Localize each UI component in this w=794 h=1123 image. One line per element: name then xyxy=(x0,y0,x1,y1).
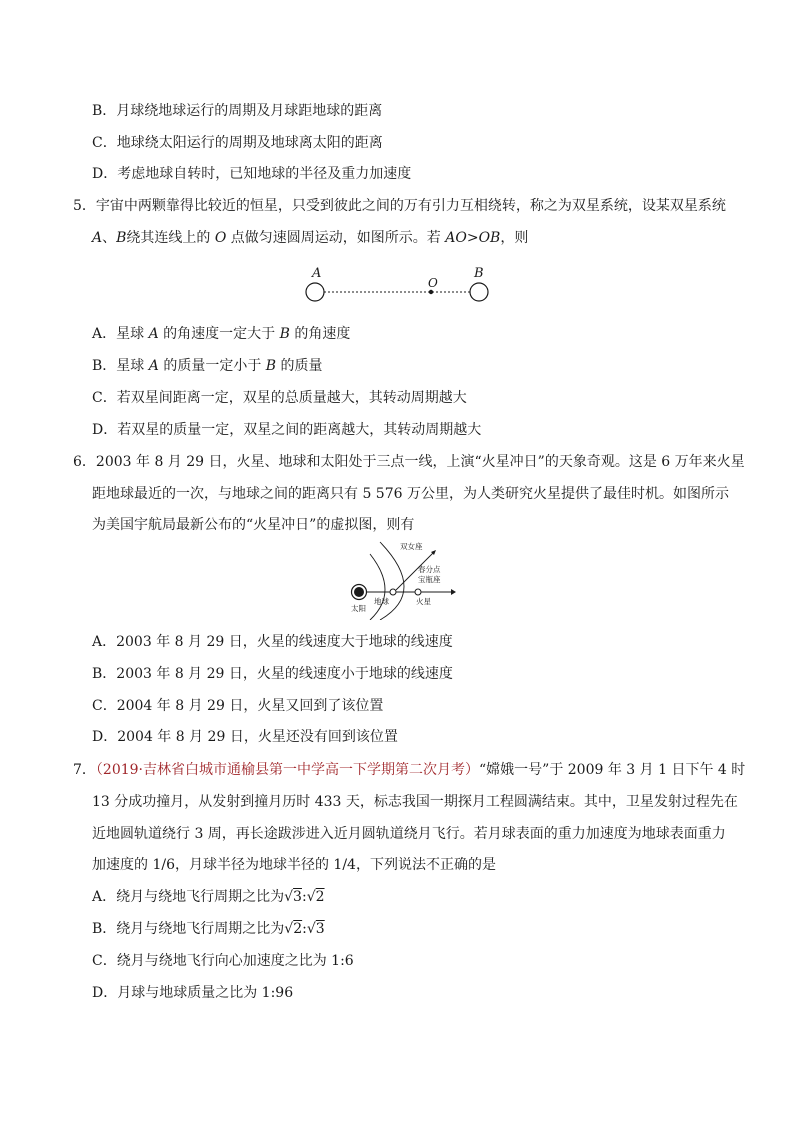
q5-figure-label-b: B xyxy=(474,266,484,281)
sun-core xyxy=(354,587,364,597)
q5-option-a: A．星球 A 的角速度一定大于 B 的角速度 xyxy=(92,326,351,342)
q5-option-c: C．若双星间距离一定，双星的总质量越大，其转动周期越大 xyxy=(92,390,467,406)
q7-option-c: C．绕月与绕地飞行向心加速度之比为 1:6 xyxy=(92,953,354,969)
q6-number: 6． xyxy=(73,454,96,470)
label-baoping: 宝瓶座 xyxy=(418,575,441,584)
q7-number: 7． xyxy=(73,762,96,778)
q7-option-a: A．绕月与绕地飞行周期之比为√3:√2 xyxy=(92,889,325,905)
label-sun: 太阳 xyxy=(351,604,366,613)
label-mars: 火星 xyxy=(416,597,431,606)
q5-option-b: B．星球 A 的质量一定小于 B 的质量 xyxy=(92,358,323,374)
q5-figure-label-a: A xyxy=(312,266,322,281)
q5-figure-label-o: O xyxy=(428,276,438,290)
q5-stem-line2: A、B绕其连线上的 O 点做匀速圆周运动，如图所示。若 AO>OB，则 xyxy=(92,230,529,246)
q7-stem-line2: 13 分成功撞月，从发射到撞月历时 433 天，标志我国一期探月工程圆满结束。其中，卫星发射过程先在 xyxy=(92,794,738,810)
q6-option-b: B．2003 年 8 月 29 日，火星的线速度小于地球的线速度 xyxy=(92,666,453,682)
earth-orbit-arc xyxy=(370,554,385,620)
q7-option-b: B．绕月与绕地飞行周期之比为√2:√3 xyxy=(92,921,325,937)
q7-option-d: D．月球与地球质量之比为 1:96 xyxy=(92,985,294,1001)
label-shuangnv: 双女座 xyxy=(400,542,423,551)
sqrt-symbol: √ xyxy=(284,921,294,937)
label-earth: 地球 xyxy=(374,597,389,606)
q6-option-d: D．2004 年 8 月 29 日，火星还没有回到该位置 xyxy=(92,729,398,745)
q7-stem-line1: 7．（2019·吉林省白城市通榆县第一中学高一下学期第二次月考）“嫦娥一号”于 2009 年 3 月 1 日下午 4 时 xyxy=(73,762,746,778)
star-a-circle xyxy=(306,283,324,301)
earth-marker xyxy=(390,589,396,595)
q5-option-d: D．若双星的质量一定，双星之间的距离越大，其转动周期越大 xyxy=(92,422,482,438)
q5-binary-star-figure xyxy=(295,262,500,304)
q6-stem-line1: 6．2003 年 8 月 29 日，火星、地球和太阳处于三点一线，上演“火星冲日”的天象奇观。这是 6 万年来火星 xyxy=(73,454,745,470)
label-equinox: 春分点 xyxy=(418,565,441,574)
star-b-circle xyxy=(470,283,488,301)
q4-option-c: C．地球绕太阳运行的周期及地球离太阳的距离 xyxy=(92,135,383,151)
q6-stem-line2: 距地球最近的一次，与地球之间的距离只有 5 576 万公里，为人类研究火星提供了最佳时机。如图所示 xyxy=(92,486,729,502)
q6-option-c: C．2004 年 8 月 29 日，火星又回到了该位置 xyxy=(92,698,384,714)
q7-source: （2019·吉林省白城市通榆县第一中学高一下学期第二次月考） xyxy=(95,762,479,778)
q5-number: 5． xyxy=(73,198,96,214)
q6-stem-line3: 为美国宇航局最新公布的“火星冲日”的虚拟图，则有 xyxy=(92,517,415,533)
q6-mars-opposition-figure xyxy=(338,538,458,620)
sqrt-symbol: √ xyxy=(306,921,316,937)
q7-stem-line4: 加速度的 1/6，月球半径为地球半径的 1/4，下列说法不正确的是 xyxy=(92,857,496,873)
alignment-arrow xyxy=(451,589,456,595)
q4-option-b: B．月球绕地球运行的周期及月球距地球的距离 xyxy=(92,103,383,119)
mars-marker xyxy=(415,589,421,595)
q6-option-a: A．2003 年 8 月 29 日，火星的线速度大于地球的线速度 xyxy=(92,634,453,650)
center-point-o xyxy=(429,290,433,294)
q7-stem-line3: 近地圆轨道绕行 3 周，再长途跋涉进入近月圆轨道绕月飞行。若月球表面的重力加速度为地球表面重力 xyxy=(92,826,726,842)
q4-option-d: D．考虑地球自转时，已知地球的半径及重力加速度 xyxy=(92,166,412,182)
sqrt-symbol: √ xyxy=(306,889,316,905)
sqrt-symbol: √ xyxy=(284,889,294,905)
q5-stem-line1: 5．宇宙中两颗靠得比较近的恒星，只受到彼此之间的万有引力互相绕转，称之为双星系统，设某双星系统 xyxy=(73,198,726,214)
